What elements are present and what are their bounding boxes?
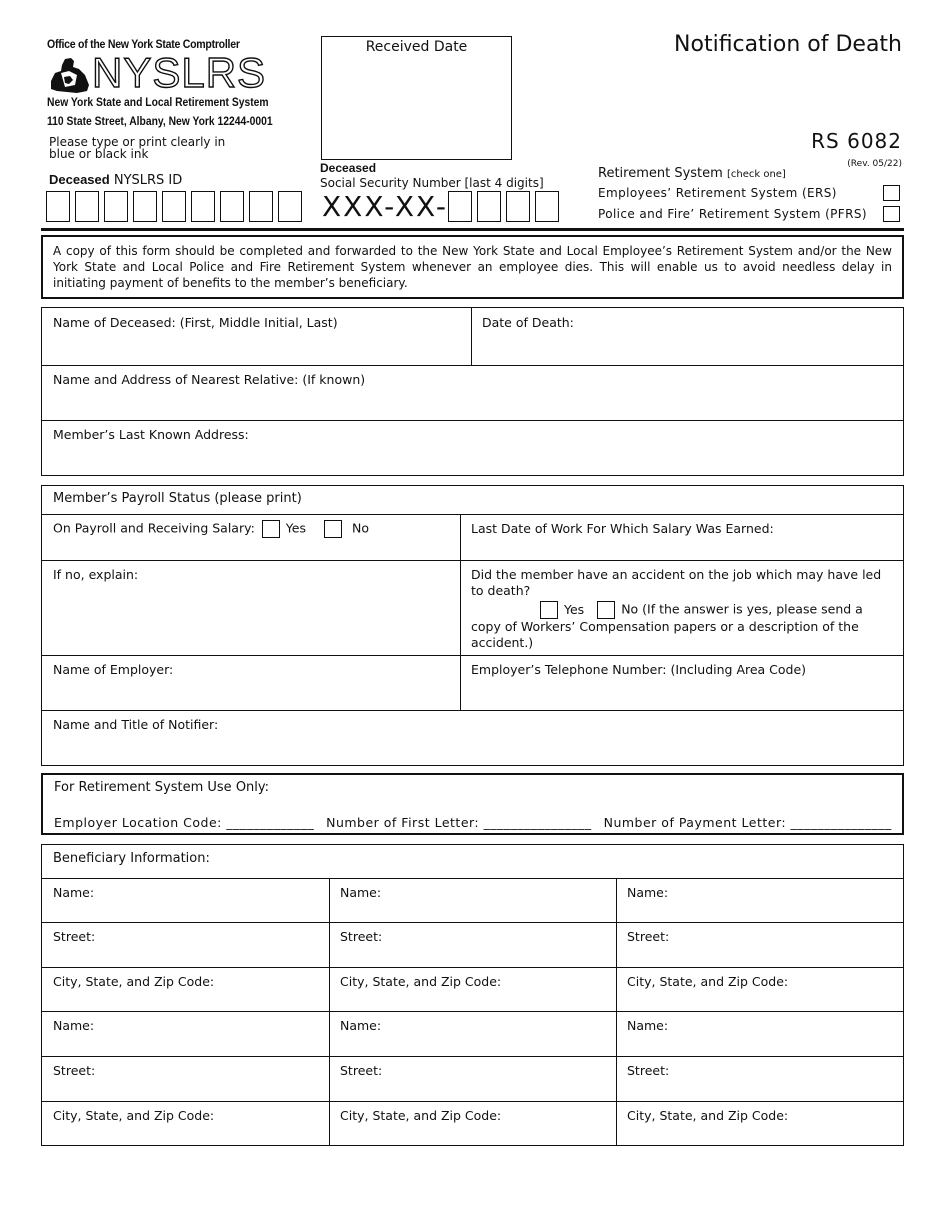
beneficiary-1-name[interactable]: [42, 878, 329, 922]
beneficiary-5-street[interactable]: [329, 1056, 616, 1101]
form-number: RS 6082: [811, 129, 902, 153]
last-work-date-label: Last Date of Work For Which Salary Was Earned:: [471, 521, 774, 536]
accident-no-label: No (If the answer is yes, please send a copy of Workers’ Compensation papers or a description of the accident.): [471, 601, 863, 650]
ssn-last4-input[interactable]: [448, 191, 559, 222]
beneficiary-6-city[interactable]: [616, 1101, 903, 1145]
beneficiary-street-label: Street:: [340, 1063, 383, 1078]
accident-no-checkbox[interactable]: [597, 601, 615, 619]
office-use-section: [41, 773, 904, 835]
beneficiary-city-label: City, State, and Zip Code:: [627, 974, 789, 989]
on-payroll-label: On Payroll and Receiving Salary:: [53, 520, 255, 536]
beneficiary-3-street[interactable]: [616, 922, 903, 967]
retirement-system-hint: [check one]: [726, 169, 786, 180]
office-use-fields: [43, 808, 902, 838]
ssn-digit-box[interactable]: [535, 191, 559, 222]
accident-yes-checkbox[interactable]: [540, 601, 558, 619]
id-digit-box[interactable]: [133, 191, 157, 222]
pfrs-checkbox[interactable]: [883, 206, 900, 222]
id-digit-box[interactable]: [75, 191, 99, 222]
location-code-field[interactable]: Employer Location Code: _____________: [54, 815, 315, 830]
ssn-deceased-label: Deceased: [320, 161, 377, 175]
accident-question: Did the member have an accident on the job which may have led to death?: [471, 567, 882, 598]
beneficiary-city-label: City, State, and Zip Code:: [53, 974, 215, 989]
nearest-relative-label: Name and Address of Nearest Relative: (If known): [53, 372, 366, 387]
beneficiary-6-name[interactable]: [616, 1011, 903, 1056]
beneficiary-name-label: Name:: [627, 885, 669, 900]
beneficiary-2-street[interactable]: [329, 922, 616, 967]
beneficiary-5-name[interactable]: [329, 1011, 616, 1056]
beneficiary-3-city[interactable]: [616, 967, 903, 1011]
ers-checkbox[interactable]: [883, 185, 900, 201]
last-address-label: Member’s Last Known Address:: [53, 427, 249, 442]
if-no-explain-field[interactable]: [42, 560, 460, 655]
ssn-digit-box[interactable]: [448, 191, 472, 222]
accident-options: [471, 601, 892, 651]
beneficiary-2-name[interactable]: [329, 878, 616, 922]
beneficiary-name-label: Name:: [53, 885, 95, 900]
header-divider: [41, 228, 904, 231]
payroll-status-section: [41, 485, 904, 766]
pfrs-option-label: Police and Fire’ Retirement System (PFRS): [598, 207, 867, 221]
deceased-info-section: [41, 307, 904, 476]
payroll-no-checkbox[interactable]: [324, 520, 342, 538]
deceased-name-field[interactable]: [42, 308, 471, 365]
id-digit-box[interactable]: [220, 191, 244, 222]
form-revision: (Rev. 05/22): [847, 159, 902, 169]
id-digit-box[interactable]: [191, 191, 215, 222]
beneficiary-1-city[interactable]: [42, 967, 329, 1011]
id-digit-box[interactable]: [104, 191, 128, 222]
retirement-system-label: [598, 166, 786, 181]
received-date-label: Received Date: [365, 39, 468, 55]
beneficiary-city-label: City, State, and Zip Code:: [340, 974, 502, 989]
date-of-death-field[interactable]: [471, 308, 903, 365]
payroll-no-label: No: [351, 520, 369, 536]
employer-phone-label: Employer’s Telephone Number: (Including Area Code): [471, 662, 807, 677]
nyslrs-id-label-text: NYSLRS ID: [109, 173, 183, 188]
deceased-name-label: Name of Deceased: (First, Middle Initial, Last): [53, 315, 338, 330]
id-digit-box[interactable]: [162, 191, 186, 222]
id-digit-box[interactable]: [249, 191, 273, 222]
beneficiary-street-label: Street:: [340, 929, 383, 944]
payroll-yes-checkbox[interactable]: [262, 520, 280, 538]
beneficiary-3-name[interactable]: [616, 878, 903, 922]
beneficiary-name-label: Name:: [340, 885, 382, 900]
beneficiary-city-label: City, State, and Zip Code:: [340, 1108, 502, 1123]
payroll-yes-label: Yes: [285, 520, 306, 536]
on-payroll-field: [42, 514, 460, 560]
ssn-digit-box[interactable]: [506, 191, 530, 222]
beneficiary-street-label: Street:: [53, 1063, 96, 1078]
beneficiary-street-label: Street:: [53, 929, 96, 944]
beneficiary-4-city[interactable]: [42, 1101, 329, 1145]
beneficiary-5-city[interactable]: [329, 1101, 616, 1145]
last-work-date-field[interactable]: [460, 514, 903, 560]
logo-wordmark: NYSLRS: [92, 49, 267, 96]
nyslrs-id-input[interactable]: [46, 191, 302, 222]
payroll-heading: Member’s Payroll Status (please print): [53, 491, 302, 506]
id-digit-box[interactable]: [46, 191, 70, 222]
ssn-label: Social Security Number [last 4 digits]: [320, 176, 544, 190]
beneficiary-4-name[interactable]: [42, 1011, 329, 1056]
beneficiary-2-city[interactable]: [329, 967, 616, 1011]
retirement-system-text: Retirement System: [598, 166, 723, 181]
nearest-relative-field[interactable]: [42, 365, 903, 420]
beneficiary-street-label: Street:: [627, 929, 670, 944]
notifier-field[interactable]: [42, 710, 903, 765]
employer-name-label: Name of Employer:: [53, 662, 174, 677]
ers-option-label: Employees’ Retirement System (ERS): [598, 186, 837, 200]
instructions-notice: A copy of this form should be completed and forwarded to the New York State and Local Employee’s Retirement System and/or the New York State and Local Police and Fire Retirement System whenever an employee dies. This will enable us to avoid needless delay in initiating payment of benefits to the member’s beneficiary.: [41, 235, 904, 299]
beneficiary-4-street[interactable]: [42, 1056, 329, 1101]
office-use-heading: For Retirement System Use Only:: [54, 780, 270, 795]
date-of-death-label: Date of Death:: [482, 315, 574, 330]
employer-name-field[interactable]: [42, 655, 460, 710]
beneficiary-name-label: Name:: [627, 1018, 669, 1033]
accident-field: [460, 560, 903, 655]
beneficiary-6-street[interactable]: [616, 1056, 903, 1101]
if-no-explain-label: If no, explain:: [53, 567, 139, 582]
nyslrs-logo-icon: [47, 55, 91, 95]
ssn-digit-box[interactable]: [477, 191, 501, 222]
last-address-field[interactable]: [42, 420, 903, 475]
logo-subtitle: New York State and Local Retirement System: [47, 95, 269, 109]
beneficiary-city-label: City, State, and Zip Code:: [627, 1108, 789, 1123]
beneficiary-name-label: Name:: [53, 1018, 95, 1033]
beneficiary-name-label: Name:: [340, 1018, 382, 1033]
payment-letter-field[interactable]: Number of Payment Letter: _______________: [603, 815, 892, 830]
ssn-prefix: XXX-XX-: [322, 190, 448, 223]
beneficiary-city-label: City, State, and Zip Code:: [53, 1108, 215, 1123]
form-title: Notification of Death: [674, 32, 902, 57]
beneficiary-street-label: Street:: [627, 1063, 670, 1078]
employer-phone-field[interactable]: [460, 655, 903, 710]
beneficiary-heading: Beneficiary Information:: [53, 851, 210, 866]
id-digit-box[interactable]: [278, 191, 302, 222]
first-letter-field[interactable]: Number of First Letter: ________________: [326, 815, 592, 830]
beneficiary-section: [41, 844, 904, 1146]
office-address: 110 State Street, Albany, New York 12244-0001: [47, 114, 273, 128]
notifier-label: Name and Title of Notifier:: [53, 717, 219, 732]
received-date-box: [321, 36, 512, 160]
print-instruction: Please type or print clearly in blue or black ink: [49, 135, 226, 161]
beneficiary-1-street[interactable]: [42, 922, 329, 967]
nyslrs-id-label: [49, 172, 182, 188]
accident-yes-label: Yes: [564, 601, 585, 617]
nyslrs-id-label-bold: Deceased: [49, 172, 110, 187]
office-name: Office of the New York State Comptroller: [47, 37, 240, 51]
